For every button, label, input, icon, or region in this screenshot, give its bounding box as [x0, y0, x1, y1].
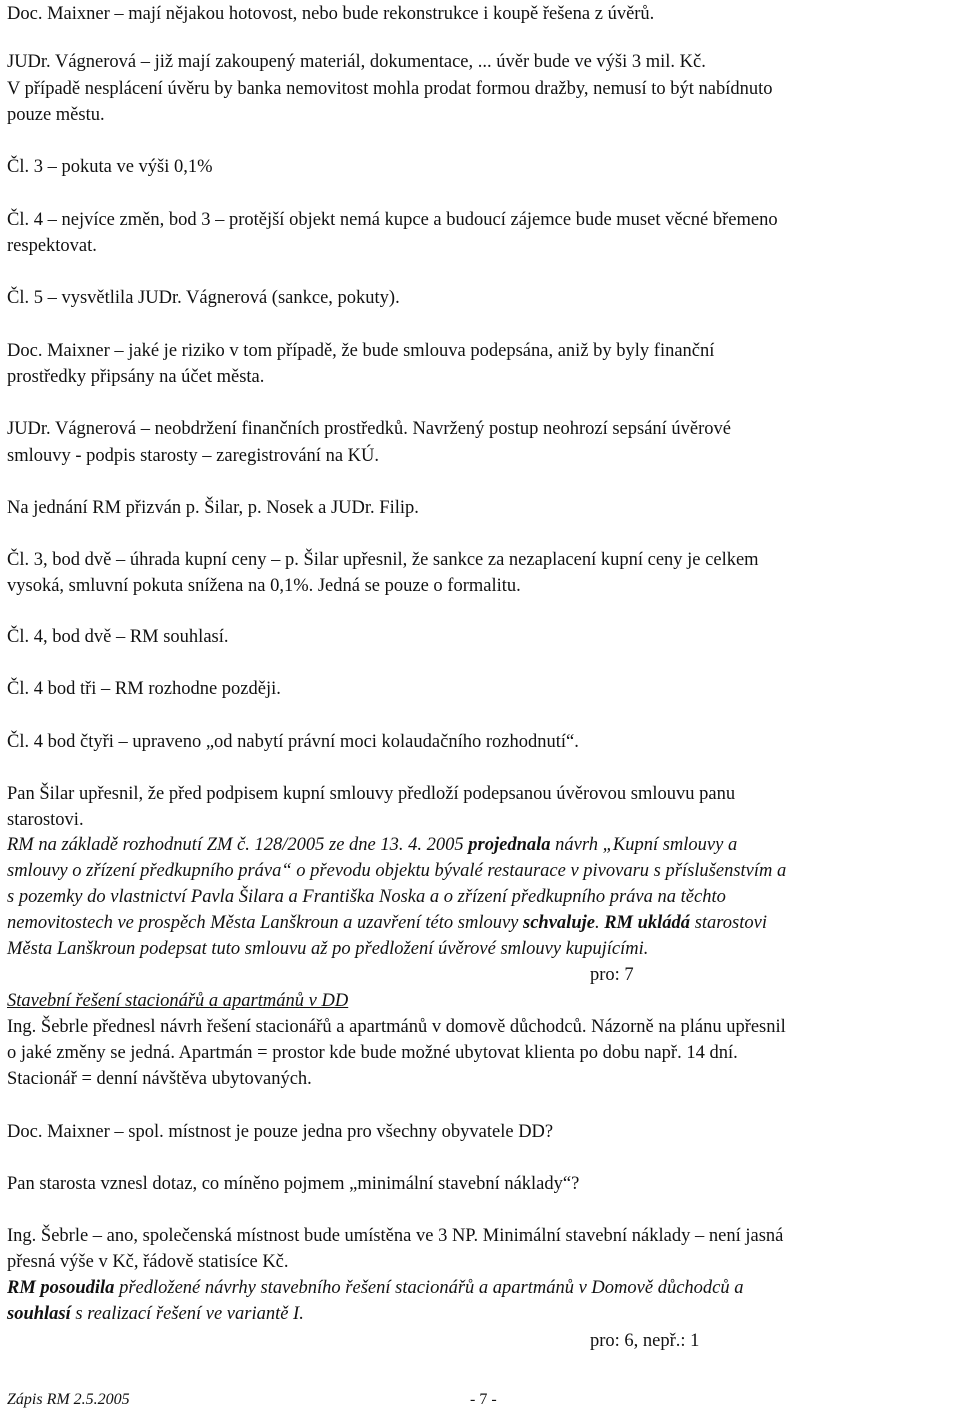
resolution-1-line: smlouvy o zřízení předkupního práva“ o převodu objektu bývalé restaurace v pivovaru s příslušenstvím a	[7, 861, 787, 881]
text-line: JUDr. Vágnerová – již mají zakoupený materiál, dokumentace, ... úvěr bude ve výši 3 mil. Kč.	[7, 52, 706, 72]
section-title: Stavební řešení stacionářů a apartmánů v DD	[7, 991, 349, 1011]
text-line: JUDr. Vágnerová – neobdržení finančních prostředků. Navržený postup neohrozí sepsání úvěrové	[7, 419, 732, 439]
footer-title: Zápis RM 2.5.2005	[7, 1391, 130, 1408]
text-line: Čl. 4 – nejvíce změn, bod 3 – protější objekt nemá kupce a budoucí zájemce bude muset věcné břemeno	[7, 210, 778, 230]
text-line: Čl. 4 bod tři – RM rozhodne později.	[7, 679, 281, 699]
text-line: Pan starosta vznesl dotaz, co míněno pojmem „minimální stavební náklady“?	[7, 1174, 580, 1194]
text-line: smlouvy - podpis starosty – zaregistrování na KÚ.	[7, 446, 379, 466]
resolution-1-line: s pozemky do vlastnictví Pavla Šilara a Františka Noska a o zřízení předkupního práva na těchto	[7, 887, 726, 907]
text-line: Čl. 3, bod dvě – úhrada kupní ceny – p. Šilar upřesnil, že sankce za nezaplacení kupní ceny je celkem	[7, 550, 759, 570]
resolution-2-line: souhlasí s realizací řešení ve variantě I.	[7, 1304, 304, 1324]
text-line: Ing. Šebrle – ano, společenská místnost bude umístěna ve 3 NP. Minimální stavební náklady – není jasná	[7, 1226, 784, 1246]
text-line: starostovi.	[7, 810, 84, 830]
text-line: Doc. Maixner – jaké je riziko v tom případě, že bude smlouva podepsána, aniž by byly finanční	[7, 341, 715, 361]
text-line: prostředky připsány na účet města.	[7, 367, 265, 387]
text-line: V případě nesplácení úvěru by banka nemovitost mohla prodat formou dražby, nemusí to být nabídnuto	[7, 79, 773, 99]
text-line: přesná výše v Kč, řádově statisíce Kč.	[7, 1252, 289, 1272]
text-line: o jaké změny se jedná. Apartmán = prostor kde bude možné ubytovat klienta po dobu např. 14 dní.	[7, 1043, 738, 1063]
vote-result: pro: 7	[590, 965, 634, 985]
text-line: pouze městu.	[7, 105, 105, 125]
text-line: Pan Šilar upřesnil, že před podpisem kupní smlouvy předloží podepsanou úvěrovou smlouvu panu	[7, 784, 736, 804]
text-line: Stacionář = denní návštěva ubytovaných.	[7, 1069, 312, 1089]
resolution-1-line: Města Lanškroun podepsat tuto smlouvu až po předložení úvěrové smlouvy kupujícími.	[7, 939, 649, 959]
text-line: Čl. 4, bod dvě – RM souhlasí.	[7, 627, 229, 647]
text-line: Čl. 3 – pokuta ve výši 0,1%	[7, 157, 213, 177]
text-line: Ing. Šebrle přednesl návrh řešení stacionářů a apartmánů v domově důchodců. Názorně na plánu upřesnil	[7, 1017, 786, 1037]
text-line: Čl. 5 – vysvětlila JUDr. Vágnerová (sankce, pokuty).	[7, 288, 400, 308]
page-number: - 7 -	[470, 1391, 497, 1408]
resolution-1-line: nemovitostech ve prospěch Města Lanškroun a uzavření této smlouvy schvaluje. RM ukládá starostovi	[7, 913, 767, 933]
text-line: respektovat.	[7, 236, 97, 256]
text-line: Doc. Maixner – mají nějakou hotovost, nebo bude rekonstrukce i koupě řešena z úvěrů.	[7, 4, 655, 24]
resolution-2-line: RM posoudila předložené návrhy stavebního řešení stacionářů a apartmánů v Domově důchodců a	[7, 1278, 744, 1298]
text-line: vysoká, smluvní pokuta snížena na 0,1%. Jedná se pouze o formalitu.	[7, 576, 521, 596]
text-line: Čl. 4 bod čtyři – upraveno „od nabytí právní moci kolaudačního rozhodnutí“.	[7, 732, 579, 752]
text-line: Doc. Maixner – spol. místnost je pouze jedna pro všechny obyvatele DD?	[7, 1122, 554, 1142]
resolution-1-line: RM na základě rozhodnutí ZM č. 128/2005 ze dne 13. 4. 2005 projednala návrh „Kupní smlouvy a	[7, 835, 738, 855]
vote-result: pro: 6, nepř.: 1	[590, 1331, 700, 1351]
text-line: Na jednání RM přizván p. Šilar, p. Nosek a JUDr. Filip.	[7, 498, 419, 518]
